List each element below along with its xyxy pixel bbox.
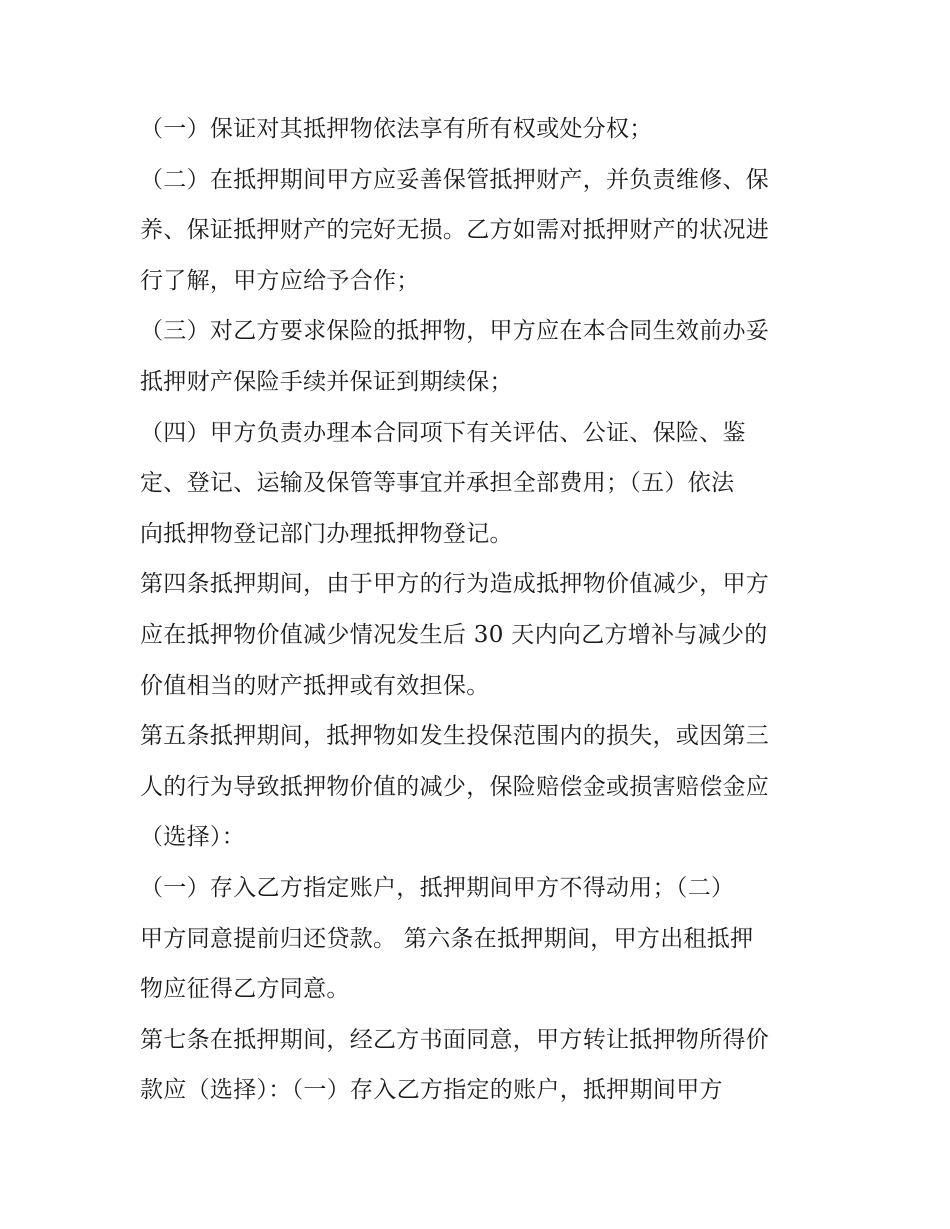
text-line: 物应征得乙方同意。 [140,976,350,1003]
text-line: （选择）： [140,824,245,851]
text-line: （三）对乙方要求保险的抵押物，甲方应在本合同生效前办妥 [140,318,770,345]
text-line: 养、保证抵押财产的完好无损。乙方如需对抵押财产的状况进 [140,217,770,244]
text-line: 应在抵押物价值减少情况发生后 30 天内向乙方增补与减少的 [140,621,768,648]
document-body [140,104,816,1116]
text-line: 第七条在抵押期间，经乙方书面同意，甲方转让抵押物所得价 [140,1026,770,1053]
text-line: （四）甲方负责办理本合同项下有关评估、公证、保险、鉴 [140,419,746,446]
text-line: （一）保证对其抵押物依法享有所有权或处分权； [140,116,653,142]
text-line: （一）存入乙方指定账户，抵押期间甲方不得动用；（二） [140,874,735,901]
text-line: 甲方同意提前归还贷款。 第六条在抵押期间，甲方出租抵押 [140,925,754,952]
text-line: 价值相当的财产抵押或有效担保。 [140,672,490,699]
text-line: 定、登记、运输及保管等事宜并承担全部费用；（五）依法 [140,470,735,497]
text-line: 行了解，甲方应给予合作； [140,267,420,294]
text-line: 抵押财产保险手续并保证到期续保； [140,368,513,395]
text-line: 第四条抵押期间，由于甲方的行为造成抵押物价值减少，甲方 [140,571,770,598]
text-line: （二）在抵押期间甲方应妥善保管抵押财产，并负责维修、保 [140,166,770,193]
text-line: 第五条抵押期间，抵押物如发生投保范围内的损失，或因第三 [140,723,770,750]
text-line: 人的行为导致抵押物价值的减少，保险赔偿金或损害赔偿金应 [140,773,770,800]
text-line: 向抵押物登记部门办理抵押物登记。 [140,520,513,547]
text-line: 款应（选择）：（一）存入乙方指定的账户，抵押期间甲方 [140,1077,723,1104]
